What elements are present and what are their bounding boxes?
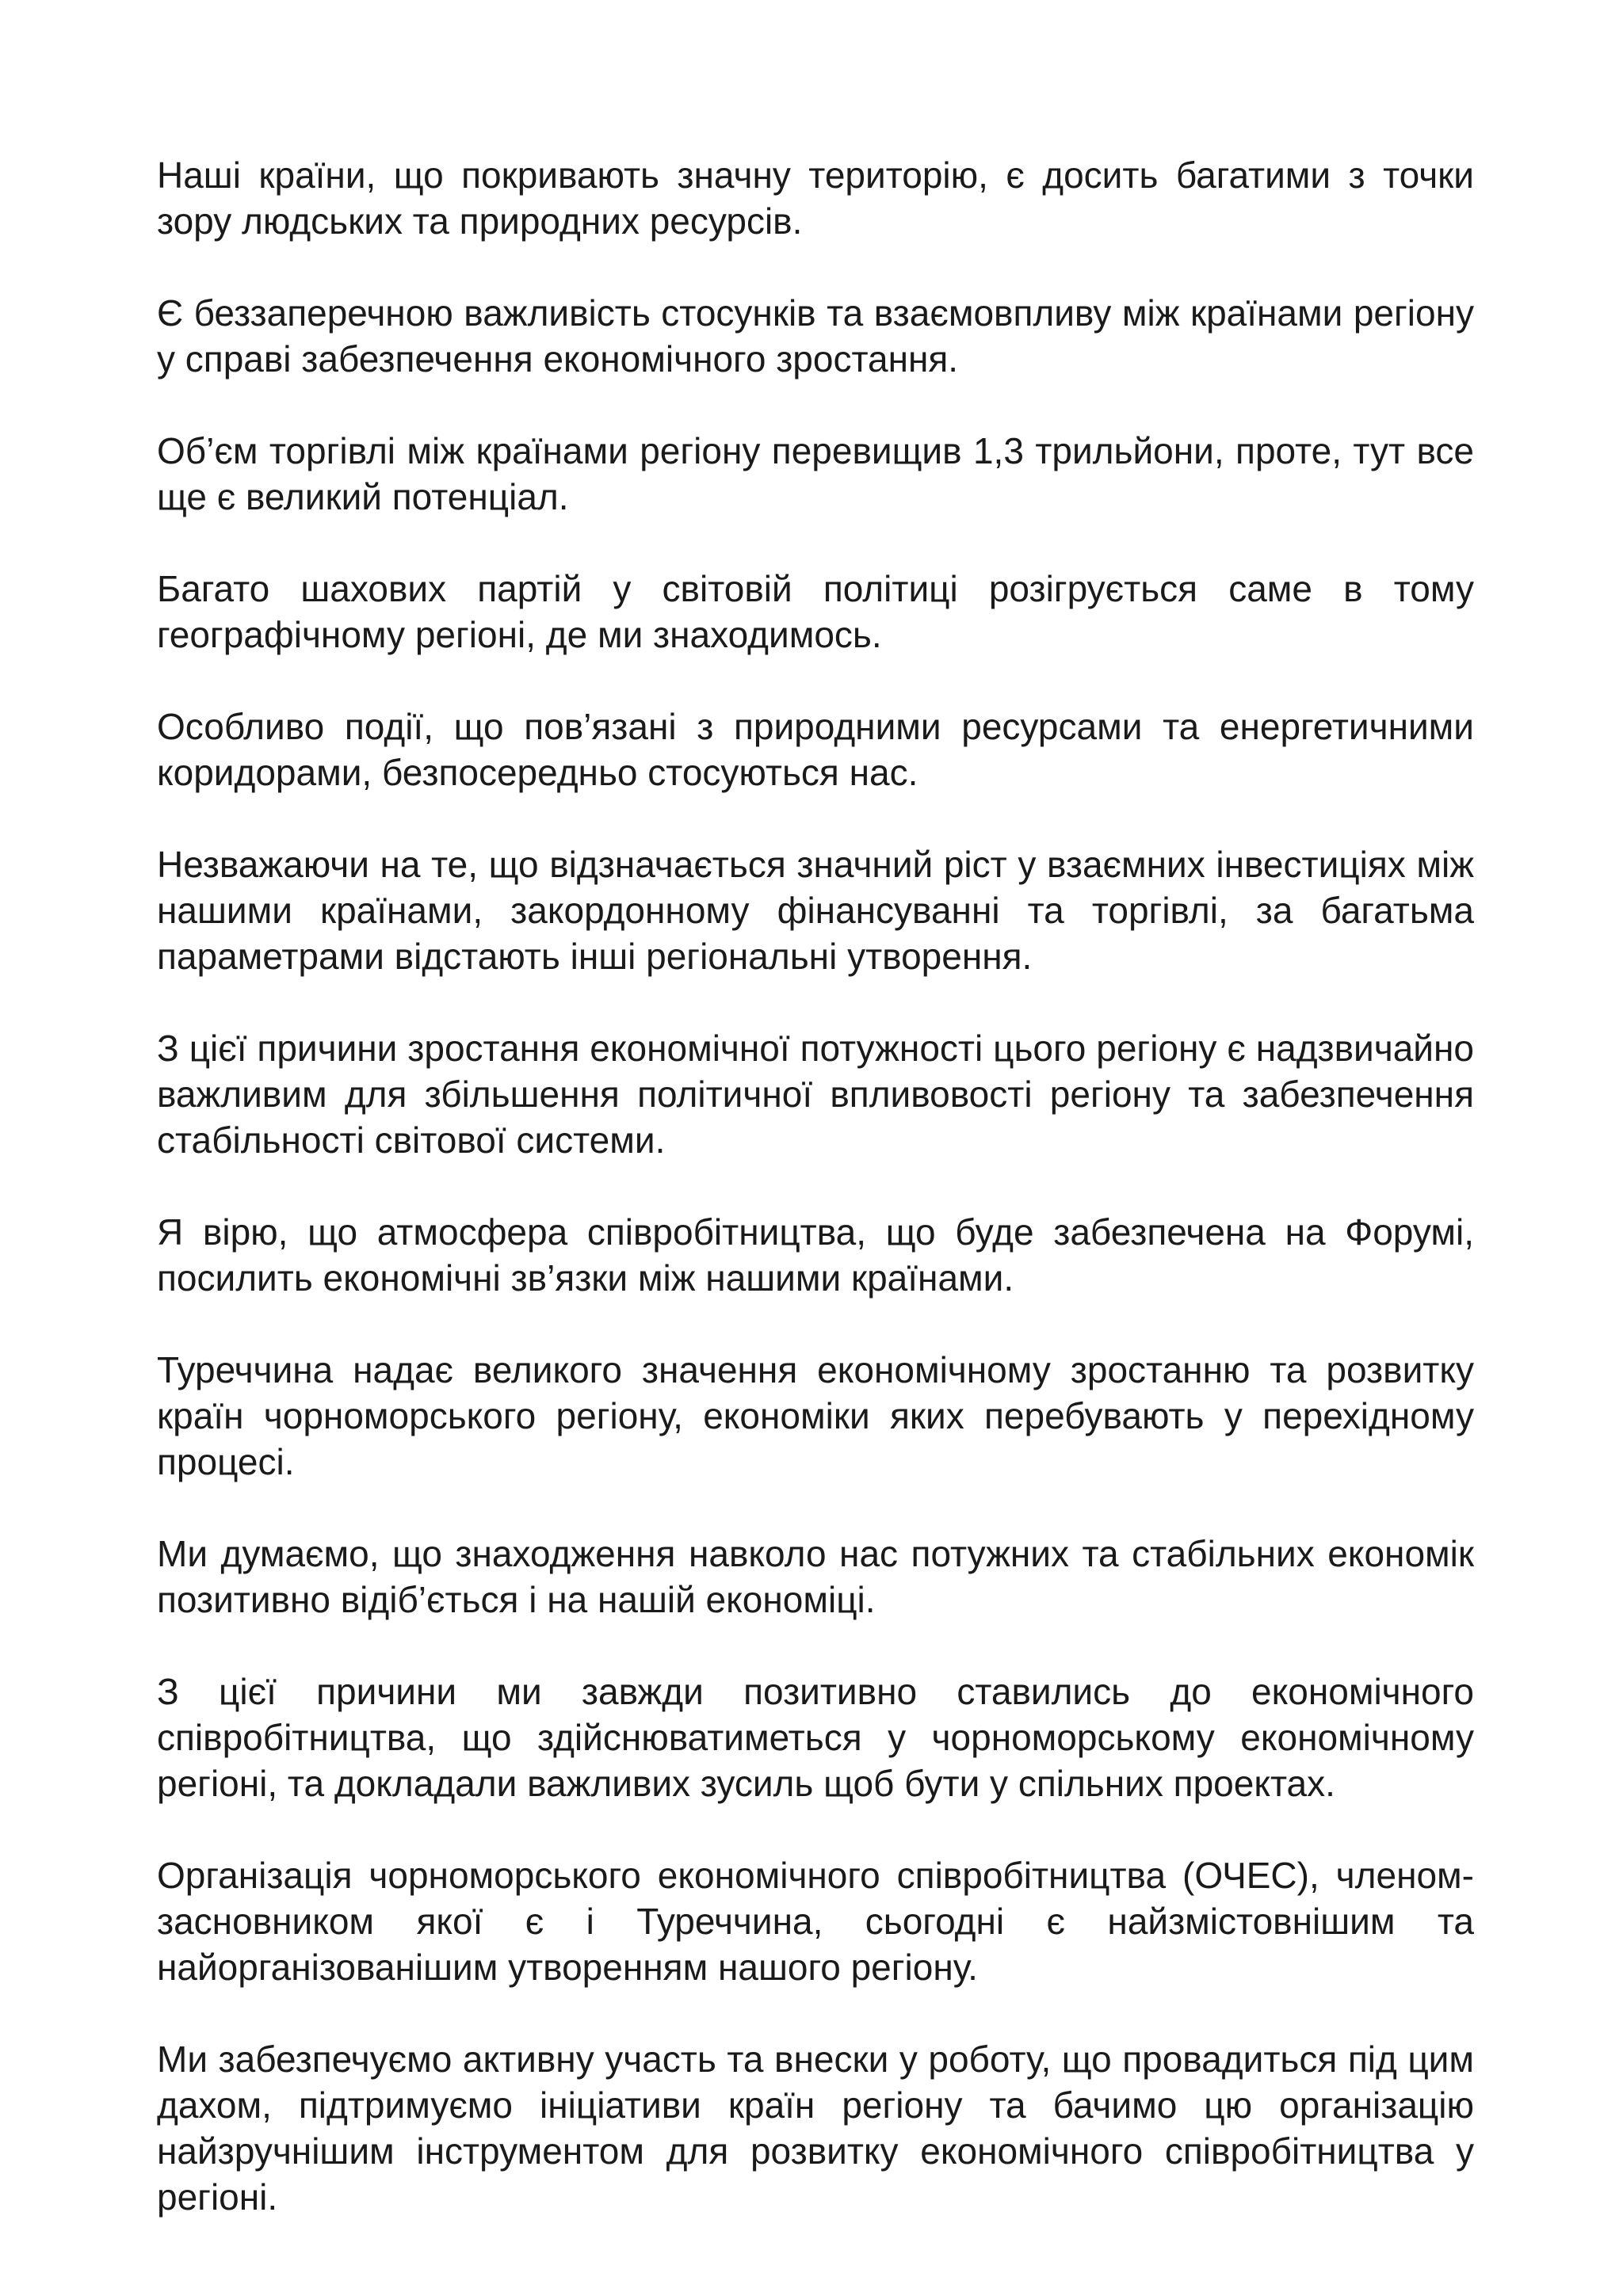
paragraph: Є беззаперечною важливість стосунків та взаємовпливу між країнами регіону у справі забезпечення економічного зростання. [157, 292, 1474, 379]
document-body [157, 152, 1474, 2266]
paragraph: Туреччина надає великого значення економічному зростанню та розвитку країн чорноморського регіону, економіки яких перебувають у перехідному процесі. [157, 1349, 1474, 1482]
paragraph: З цієї причини ми завжди позитивно ставились до економічного співробітництва, що здійснюватиметься у чорноморському економічному регіоні, та докладали важливих зусиль щоб бути у спільних проектах. [157, 1671, 1474, 1804]
paragraph: Багато шахових партій у світовій політиці розігрується саме в тому географічному регіоні, де ми знаходимось. [157, 568, 1474, 655]
paragraph: Особливо події, що пов’язані з природними ресурсами та енергетичними коридорами, безпосередньо стосуються нас. [157, 706, 1474, 793]
paragraph: З цієї причини зростання економічної потужності цього регіону є надзвичайно важливим для збільшення політичної впливовості регіону та забезпечення стабільності світової системи. [157, 1028, 1474, 1161]
paragraph: Ми забезпечуємо активну участь та внески у роботу, що провадиться під цим дахом, підтримуємо ініціативи країн регіону та бачимо цю організацію найзручнішим інструментом для розвитку економічного співробітництва у регіоні. [157, 2039, 1474, 2218]
paragraph: Ми думаємо, що знаходження навколо нас потужних та стабільних економік позитивно відіб’ється і на нашій економіці. [157, 1533, 1474, 1620]
paragraph: Об’єм торгівлі між країнами регіону перевищив 1,3 трильйони, проте, тут все ще є великий потенціал. [157, 430, 1474, 517]
paragraph: Незважаючи на те, що відзначається значний ріст у взаємних інвестиціях між нашими країнами, закордонному фінансуванні та торгівлі, за багатьма параметрами відстають інші регіональні утворення. [157, 844, 1474, 977]
paragraph: Наші країни, що покривають значну територію, є досить багатими з точки зору людських та природних ресурсів. [157, 154, 1474, 242]
paragraph: Я вірю, що атмосфера співробітництва, що буде забезпечена на Форумі, посилить економічні зв’язки між нашими країнами. [157, 1211, 1474, 1299]
paragraph: Організація чорноморського економічного співробітництва (ОЧЕС), членом-засновником якої є і Туреччина, сьогодні є найзмістовнішим та найорганізованішим утворенням нашого регіону. [157, 1855, 1474, 1988]
